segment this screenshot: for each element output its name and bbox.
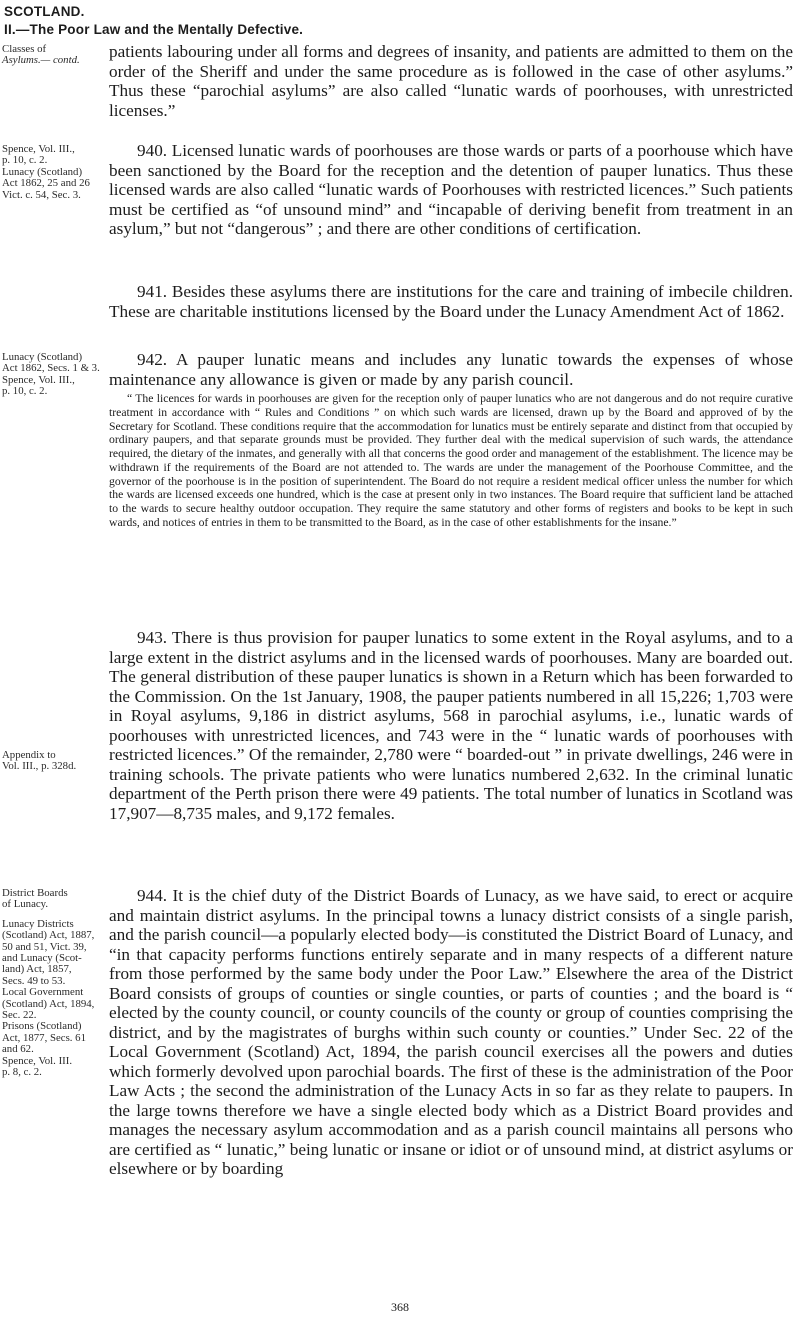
margin-note-line: Vict. c. 54, Sec. 3.	[2, 188, 81, 201]
paragraph-text: 943. There is thus provision for pauper lunatics to some extent in the Royal asylums, and to a large extent in the district asylums and in the licensed wards of poorhouses. Many are boarded out. The general distribution of these pauper lunatics is shown in a Return which has been forwarded to the Commission. On the 1st January, 1908, the pauper patients numbered in all 15,226; 1,703 were in Royal asylums, 9,186 in district asylums, 568 in parochial asylums, i.e., lunatic wards of poorhouses with unrestricted licences, and 743 were in the “ lunatic wards of poorhouses with restricted licences.” Of the remainder, 2,780 were “ boarded-out ” in private dwellings, 246 were in training schools. The private patients who were lunatics numbered 2,632. In the criminal lunatic department of the Perth prison there were 49 patients. The total number of lunatics in Scotland was 17,907—8,735 males, and 9,172 females.	[109, 628, 793, 823]
margin-note-line: Prisons (Scotland)	[2, 1020, 82, 1033]
margin-note-classes	[2, 44, 101, 67]
margin-note-line: of Lunacy.	[2, 898, 49, 911]
margin-note-line: Local Government	[2, 986, 84, 999]
paragraph-942	[109, 350, 793, 530]
margin-note-942	[2, 352, 101, 398]
margin-note-line: Act 1862, Secs. 1 & 3.	[2, 362, 100, 375]
margin-note-line: Spence, Vol. III.	[2, 1054, 73, 1067]
margin-note-line: (Scotland) Act, 1894,	[2, 997, 95, 1010]
margin-note-line: Lunacy (Scotland)	[2, 351, 83, 363]
paragraph-944	[109, 886, 793, 1179]
margin-note-line: Act 1862, 25 and 26	[2, 177, 90, 190]
running-header-section: II.—The Poor Law and the Mentally Defective.	[4, 22, 304, 37]
margin-note-line: 50 and 51, Vict. 39,	[2, 940, 87, 953]
paragraph-941	[109, 282, 793, 321]
margin-note-line: Lunacy (Scotland)	[2, 165, 83, 178]
margin-note-line: Secs. 49 to 53.	[2, 974, 66, 987]
margin-note-line: Vol. III., p. 328d.	[2, 760, 77, 773]
page-number: 368	[391, 1300, 409, 1314]
margin-note-line: Appendix to	[2, 749, 56, 761]
margin-note-line: Asylums.— contd.	[2, 54, 80, 67]
margin-note-line: (Scotland) Act, 1887,	[2, 929, 95, 942]
margin-note-line: and 62.	[2, 1043, 34, 1056]
paragraph-text: patients labouring under all forms and degrees of insanity, and patients are admitted to them on the order of the Sheriff and under the same procedure as is followed in the case of other asylums.” Thus these “parochial asylums” are also called “lunatic wards of poorhouses, with unrestricted licenses.”	[109, 42, 793, 120]
margin-note-line: Spence, Vol. III.,	[2, 143, 75, 155]
paragraph-text: 940. Licensed lunatic wards of poorhouses are those wards or parts of a poorhouse which have been sanctioned by the Board for the reception and the detention of pauper lunatics. Thus these licensed wards are also called “lunatic wards of Poorhouses with restricted licences.” Such patients must be certified as “of unsound mind” and “incapable of deriving benefit from treatment in an asylum,” but not “dangerous” ; and there are other conditions of certification.	[109, 141, 793, 238]
margin-note-940	[2, 144, 101, 201]
margin-note-line: Sec. 22.	[2, 1009, 37, 1022]
paragraph-940	[109, 141, 793, 239]
margin-note-line: p. 10, c. 2.	[2, 385, 48, 398]
quoted-passage: “ The licences for wards in poorhouses are given for the reception only of pauper lunatics who are not dangerous and do not require curative treatment in accordance with “ Rules and Conditions ” on which such wards are licensed, drawn up by the Board and approved of by the Secretary for Scotland. These conditions require that the accommodation for lunatics must be entirely separate and distinct from that occupied by ordinary paupers, and that separate grounds must be provided. They further deal with the medical supervision of such wards, the attendance required, the dietary of the inmates, and generally with all that concerns the good order and management of the establishment. The licence may be withdrawn if the requirements of the Board are not attended to. The wards are under the management of the Poorhouse Committee, and the governor of the poorhouse is in the position of superintendent. The Board do not require a resident medical officer unless the number for which the wards are licensed exceeds one hundred, which is the case at present only in two instances. The Board require that sufficient land be attached to the wards to secure healthy outdoor occupation. They require the same statutory and other forms of registers and books to be kept in such wards, and notices of entries in them to be transmitted to the Board, as in the case of other establishments for the insane.”	[109, 392, 793, 529]
margin-note-line: Lunacy Districts	[2, 917, 74, 930]
margin-note-line: Classes of	[2, 43, 47, 55]
paragraph-continued	[109, 42, 793, 120]
margin-note-line: Act, 1877, Secs. 61	[2, 1031, 86, 1044]
margin-note-line: District Boards	[2, 887, 68, 899]
margin-note-line: and Lunacy (Scot-	[2, 952, 82, 965]
paragraph-text: 942. A pauper lunatic means and includes any lunatic towards the expenses of whose maintenance any allowance is given or made by any parish council.	[109, 350, 793, 389]
margin-note-line: Spence, Vol. III.,	[2, 373, 75, 386]
paragraph-text: 944. It is the chief duty of the District Boards of Lunacy, as we have said, to erect or acquire and maintain district asylums. In the principal towns a lunacy district consists of a single parish, and the parish council—a popularly elected body—is constituted the District Board of Lunacy, and “in that capacity performs functions entirely separate and in many respects of a different nature from those performed by the same body under the Poor Law.” Elsewhere the area of the District Board consists of groups of counties or single counties, or parts of counties ; and the board is “ elected by the county council, or county councils of the county or group of counties comprising the district, and by the magistrates of burghs within such county or counties.” Under Sec. 22 of the Local Government (Scotland) Act, 1894, the parish council exercises all the powers and duties which formerly devolved upon parochial boards. The first of these is the administration of the Poor Law Acts ; the second the administration of the Lunacy Acts in so far as they relate to paupers. In the large towns therefore we have a single elected body which as a District Board provides and manages the necessary asylum accommodation and as a parish council maintains all persons who are certified as “ lunatic,” being lunatic or insane or idiot or of unsound mind, at district asylums or elsewhere or by boarding	[109, 886, 793, 1178]
margin-note-943	[2, 750, 101, 773]
margin-note-line: p. 10, c. 2.	[2, 154, 48, 167]
margin-note-line: p. 8, c. 2.	[2, 1066, 42, 1079]
margin-note-944	[2, 888, 101, 1079]
paragraph-text: 941. Besides these asylums there are institutions for the care and training of imbecile children. These are charitable institutions licensed by the Board under the Lunacy Amendment Act of 1862.	[109, 282, 793, 321]
margin-note-line: land) Act, 1857,	[2, 963, 72, 976]
running-header-country: SCOTLAND.	[4, 4, 85, 19]
paragraph-943	[109, 628, 793, 823]
